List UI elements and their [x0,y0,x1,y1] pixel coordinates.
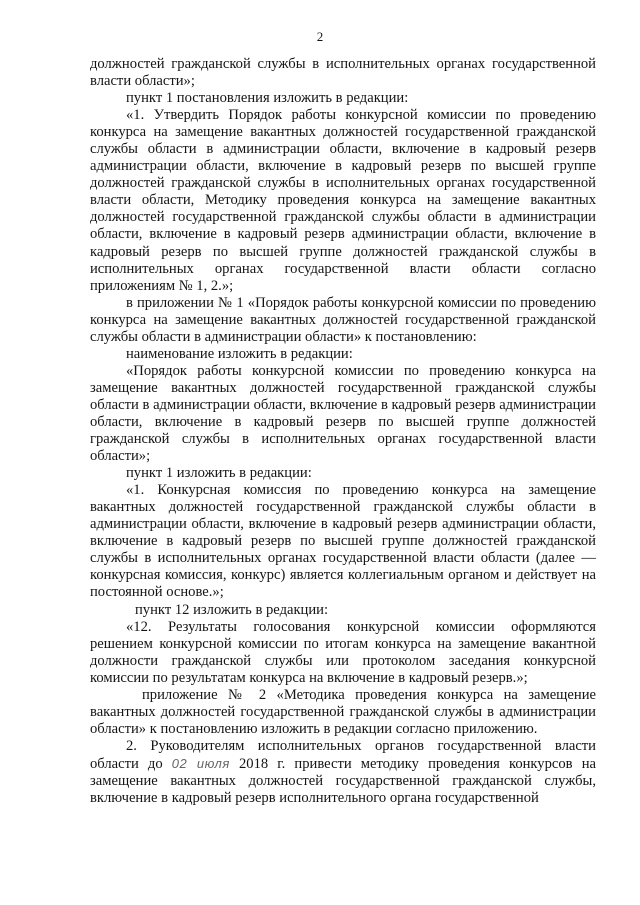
paragraph: должностей гражданской службы в исполнительных органах государственной власти области»; [90,56,596,90]
paragraph-text: 2018 г. привести методику проведения конкурсов на замещение вакантных должностей государственной гражданской службы, включение в кадровый резерв исполнительного органа государственной [90,755,596,807]
paragraph: пункт 1 изложить в редакции: [126,465,312,482]
paragraph: приложение № 2 «Методика проведения конкурса на замещение вакантных должностей государственной гражданской службы в администрации области» к постановлению изложить в редакции согласно приложению. [90,686,596,737]
paragraph: наименование изложить в редакции: [126,345,353,362]
paragraph: «12. Результаты голосования конкурсной комиссии оформляются решением конкурсной комиссии по итогам конкурса на замещение вакантной должности гражданской службы или протоколом заседания конкурсной комиссии по результатам конкурса на включение в кадровый резерв.»; [90,618,596,686]
page-number: 2 [316,29,324,44]
paragraph-text: 2. Руководителям исполнительных органов государственной власти области до [90,737,596,772]
paragraph: пункт 12 изложить в редакции: [135,601,329,618]
paragraph [90,738,596,807]
date-stamp: 02 июля [171,755,230,771]
paragraph: «Порядок работы конкурсной комиссии по проведению конкурса на замещение вакантных должностей государственной гражданской службы области в администрации области, включение в кадровый резерв администрации области, включение в кадровый резерв по высшей группе должностей гражданской службы в исполнительных органах государственной власти области»; [90,362,596,465]
paragraph: в приложении № 1 «Порядок работы конкурсной комиссии по проведению конкурса на замещение вакантных должностей государственной гражданской службы области в администрации области» к постановлению: [90,294,596,345]
paragraph: пункт 1 постановления изложить в редакции: [126,90,409,107]
document-body [90,56,596,807]
paragraph: «1. Утвердить Порядок работы конкурсной комиссии по проведению конкурса на замещение вакантных должностей государственной гражданской службы области в администрации области, включение в кадровый резерв администрации области, включение в кадровый резерв по высшей группе должностей гражданской службы в исполнительных органах государственной власти области, Методику проведения конкурса на замещение вакантных должностей государственной гражданской службы области в администрации области, включение в кадровый резерв администрации области, включение в кадровый резерв по высшей группе должностей гражданской службы в исполнительных органах государственной власти области согласно приложениям № 1, 2.»; [90,107,596,294]
paragraph: «1. Конкурсная комиссия по проведению конкурса на замещение вакантных должностей государственной гражданской службы области в администрации области, включение в кадровый резерв администрации области, включение в кадровый резерв по высшей группе должностей гражданской службы в исполнительных органах государственной власти области (далее — конкурсная комиссия, конкурс) является коллегиальным органом и действует на постоянной основе.»; [90,482,596,601]
